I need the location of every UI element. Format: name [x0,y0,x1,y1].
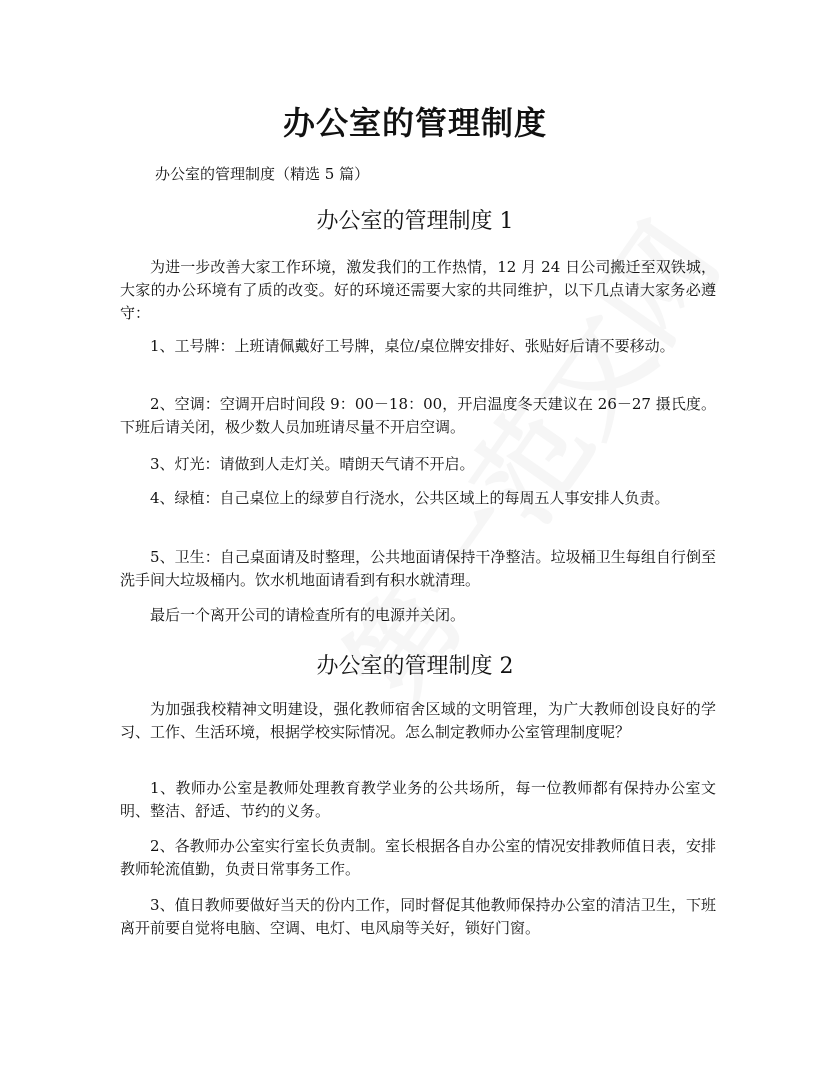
section-2-paragraph: 3、值日教师要做好当天的份内工作，同时督促其他教师保持办公室的清洁卫生，下班离开前要自觉将电脑、空调、电灯、电风扇等关好，锁好门窗。 [120,896,716,937]
section-2-paragraph: 2、各教师办公室实行室长负责制。室长根据各自办公室的情况安排教师值日表，安排教师轮流值勤，负责日常事务工作。 [120,837,716,878]
document-subtitle: 办公室的管理制度（精选 5 篇） [155,165,370,183]
section-1-paragraph: 3、灯光：请做到人走灯关。晴朗天气请不开启。 [150,455,475,473]
section-1-paragraph: 5、卫生：自己桌面请及时整理，公共地面请保持干净整洁。垃圾桶卫生每组自行倒至洗手间大垃圾桶内。饮水机地面请看到有积水就清理。 [120,548,716,589]
section-1-paragraph: 为进一步改善大家工作环境，激发我们的工作热情，12 月 24 日公司搬迁至双铁城，大家的办公环境有了质的改变。好的环境还需要大家的共同维护，以下几点请大家务必遵守： [120,258,716,322]
section-2-heading: 办公室的管理制度 2 [316,654,514,679]
section-1-paragraph: 2、空调：空调开启时间段 9：00－18：00，开启温度冬天建议在 26－27 摄氏度。下班后请关闭，极少数人员加班请尽量不开启空调。 [120,395,716,436]
section-2-paragraph: 为加强我校精神文明建设，强化教师宿舍区域的文明管理，为广大教师创设良好的学习、工作、生活环境，根据学校实际情况。怎么制定教师办公室管理制度呢？ [120,700,716,741]
section-1-paragraph: 最后一个离开公司的请检查所有的电源并关闭。 [150,606,466,624]
section-1-heading: 办公室的管理制度 1 [316,209,514,234]
page-title: 办公室的管理制度 [282,104,547,142]
section-1-paragraph: 4、绿植：自己桌位上的绿萝自行浇水，公共区域上的每周五人事安排人负责。 [150,489,670,507]
section-1-paragraph: 1、工号牌：上班请佩戴好工号牌，桌位/桌位牌安排好、张贴好后请不要移动。 [150,337,675,355]
section-2-paragraph: 1、教师办公室是教师处理教育教学业务的公共场所，每一位教师都有保持办公室文明、整洁、舒适、节约的义务。 [120,779,716,820]
